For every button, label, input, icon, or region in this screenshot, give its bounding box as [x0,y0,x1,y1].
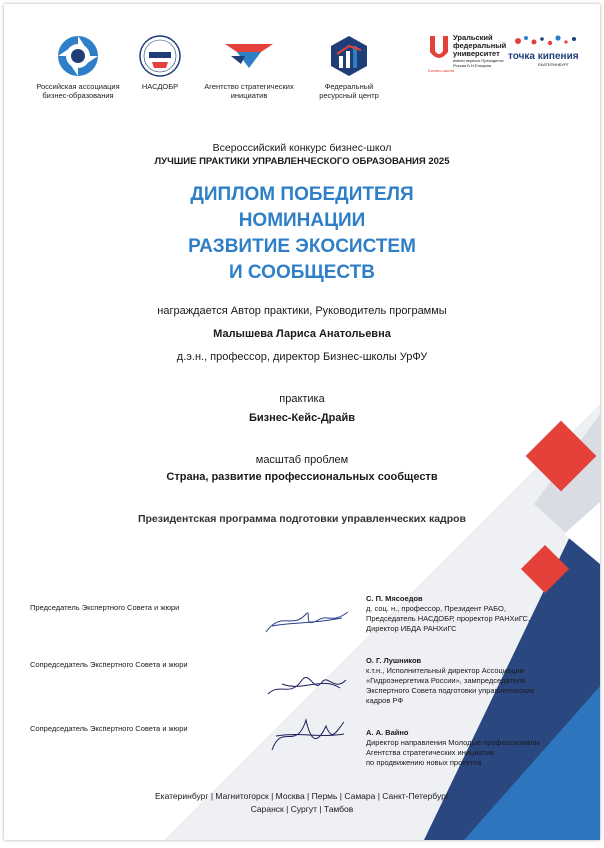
diploma-page [4,4,600,840]
signer-detail: Экспертного Совета подготовки управленческих [366,686,535,695]
asi-logo [194,34,304,100]
diploma-line-4: И СООБЩЕСТВ [228,262,375,283]
diploma-line-3: РАЗВИТИЕ ЭКОСИСТЕМ [188,236,416,257]
signature-1 [262,600,352,640]
urfu-sub1: имени первого Президента [453,58,504,63]
contest-header [4,142,600,168]
signer-detail: Агентства стратегических инициатив [366,748,495,757]
asi-label-2: инициатив [230,91,268,100]
practice-label: практика [279,393,325,405]
tochka-sub: ЕКАТЕРИНБУРГ [538,62,569,67]
tochka-logo [508,34,598,68]
frc-label-2: ресурсный центр [319,91,379,100]
urfu-logo [428,34,508,74]
urfu-logo-icon [428,34,450,64]
urfu-line3: университет [453,49,500,58]
signer-info [366,728,591,768]
signers-section [4,594,600,784]
scale-label: масштаб проблем [255,454,349,466]
tochka-title: точка кипения [508,51,579,62]
scale-value: Страна, развитие профессиональных сообществ [166,471,438,483]
practice-name: Бизнес-Кейс-Драйв [248,412,356,424]
bubbles-icon [508,34,588,48]
diploma-line-1: ДИПЛОМ ПОБЕДИТЕЛЯ [190,184,414,205]
frc-logo-icon [327,34,371,78]
signer-role: Председатель Экспертного Совета и жюри [30,603,180,612]
signer-name: С. П. Мясоедов [366,594,423,603]
program-name: Президентская программа подготовки управленческих кадров [137,513,467,525]
awarded-text: награждается Автор практики, Руководитель программы [157,305,447,317]
signer-detail: кадров РФ [366,696,404,705]
urfu-sub2: России Б.Н.Ельцина [453,63,492,68]
signer-name: О. Г. Лушников [366,656,422,665]
signer-detail: Директор ИБДА РАНХиГС [366,624,457,633]
asi-label-1: Агентство стратегических [204,82,294,91]
signer-detail: д. соц. н., профессор, Президент РАБО, [366,604,506,613]
frc-logo [304,34,394,100]
cities-footer [4,790,600,816]
urfu-sub3: Бизнес-школа [428,68,455,73]
cities-line-1: Екатеринбург | Магнитогорск | Москва | Пермь | Самара | Санкт-Петербург [155,791,449,801]
cities-line-2: Саранск | Сургут | Тамбов [250,804,354,814]
signature-2 [262,664,352,704]
asi-logo-icon [221,34,277,78]
nasdobr-logo [130,34,190,91]
logos-row [28,34,590,114]
recipient-name: Малышева Лариса Анатольевна [213,328,391,340]
recipient-title: д.э.н., профессор, директор Бизнес-школы УрФУ [176,351,428,363]
signer-detail: Директор направления Молодые профессионалы [366,738,540,747]
contest-title: ЛУЧШИЕ ПРАКТИКИ УПРАВЛЕНЧЕСКОГО ОБРАЗОВАНИЯ 2025 [154,156,450,167]
signer-detail: к.т.н., Исполнительный директор Ассоциации [366,666,524,675]
signer-info [366,656,591,706]
rabo-label-1: Российская ассоциация [36,82,120,91]
diploma-title [4,182,600,286]
signer-name: А. А. Вайно [366,728,409,737]
signer-role: Сопредседатель Экспертного Совета и жюри [30,660,188,669]
signature-3 [262,712,352,756]
nasdobr-logo-icon [138,34,182,78]
rabo-label-2: бизнес-образования [42,91,114,100]
urfu-line1: Уральский [453,33,493,42]
signer-detail: «Гидроэнергетика России», зампредседателя [366,676,526,685]
frc-label-1: Федеральный [324,82,374,91]
signer-detail: по продвижению новых проектов [366,758,482,767]
diploma-line-2: НОМИНАЦИИ [238,210,366,231]
contest-name: Всероссийский конкурс бизнес-школ [212,142,392,154]
nasdobr-label: НАСДОБР [141,82,179,91]
signer-role: Сопредседатель Экспертного Совета и жюри [30,724,188,733]
urfu-line2: федеральный [453,41,507,50]
signer-info [366,594,591,634]
rabo-logo-icon [56,34,100,78]
rabo-logo [28,34,128,100]
signer-detail: Председатель НАСДОБР, проректор РАНХиГС, [366,614,531,623]
